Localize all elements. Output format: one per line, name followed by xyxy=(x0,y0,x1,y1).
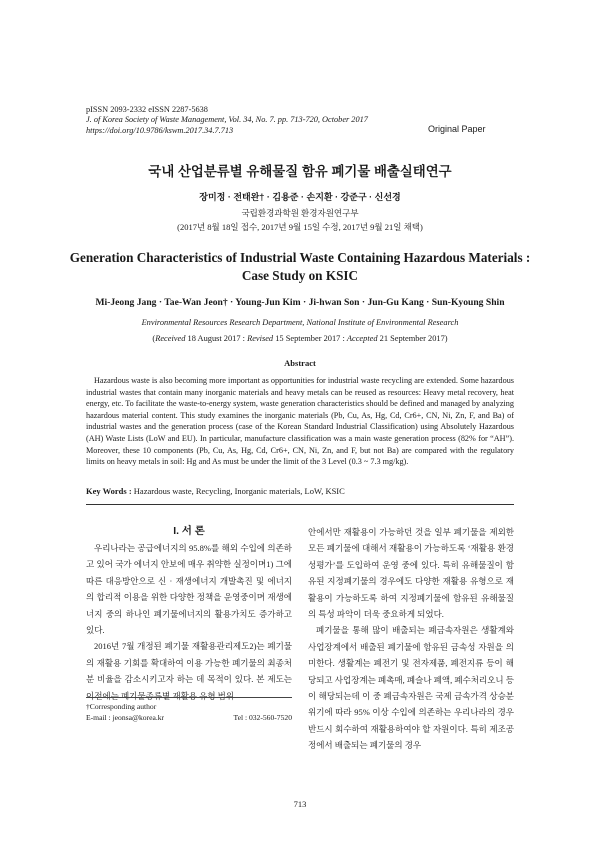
section-heading: I. 서 론 xyxy=(173,526,205,537)
issn-line: pISSN 2093-2332 eISSN 2287-5638 xyxy=(86,105,208,114)
body-paragraph: 안에서만 재활용이 가능하던 것을 일부 폐기물을 제외한 모든 폐기물에 대해서 재활용이 가능하도록 ‘재활용 환경성평가’를 도입하여 운영 중에 있다. 특히 유해물질이 함유된 지정폐기물의 경우에도 다양한 재활용 유형으로 재활용이 가능하도록 하여 지정폐기물에 함유된 유해물질의 특성 파악이 더욱 중요하게 되었다. xyxy=(308,527,514,620)
author-phone: Tel : 032-560-7520 xyxy=(233,713,292,722)
received-date: 18 August 2017 : xyxy=(185,334,248,343)
english-dates xyxy=(0,334,600,343)
dates-open: ( xyxy=(152,334,156,343)
keywords-label: Key Words : xyxy=(86,486,132,496)
accepted-label: Accepted xyxy=(346,334,378,343)
author-email[interactable]: E-mail : jeonsa@korea.kr xyxy=(86,713,165,722)
abstract-divider xyxy=(86,504,514,505)
korean-authors: 장미정 · 전태완† · 김용준 · 손지환 · 강준구 · 신선경 xyxy=(199,192,401,202)
korean-affiliation: 국립환경과학원 환경자원연구부 xyxy=(241,208,359,218)
abstract-heading: Abstract xyxy=(284,358,316,368)
paper-type-label: Original Paper xyxy=(428,124,486,134)
english-affiliation: Environmental Resources Research Department, National Institute of Environmental Research xyxy=(141,318,459,327)
right-column xyxy=(308,524,514,754)
korean-title: 국내 산업분류별 유해물질 함유 폐기물 배출실태연구 xyxy=(148,164,452,179)
body-paragraph: 폐기물을 통해 많이 배출되는 폐금속자원은 생활계와 사업장계에서 배출된 폐기물에 함유된 금속성 자원을 의미한다. 생활계는 폐전기 및 전자제품, 폐전지류 등이 해당되고 사업장계는 폐촉매, 폐슬나 폐액, 폐수처리오니 등이 해당되는데 이 중 폐금속자원은 국제 금속가격 상승분위기에 따라 95% 이상 수입에 의존하는 우리나라의 경우 반드시 회수하여 재활용하여야 할 자원이다. 특히 제조공정에서 배출되는 폐기물의 경우 xyxy=(308,625,514,751)
left-column xyxy=(86,540,292,704)
journal-header xyxy=(86,105,368,136)
keywords xyxy=(86,486,345,496)
body-paragraph: 우리나라는 공급에너지의 95.8%를 해외 수입에 의존하고 있어 국가 에너지 안보에 매우 취약한 실정이며1) 그에 따른 대응방안으로 신 · 재생에너지 개발촉진 및 에너지의 합리적 이용을 위한 다양한 정책을 운영중이며 재생에너지 중의 하나인 폐기물에너지의 활용가치도 증가하고 있다. xyxy=(86,543,292,636)
korean-dates: (2017년 8월 18일 접수, 2017년 9월 15일 수정, 2017년 9월 21일 채택) xyxy=(177,222,423,232)
contact-row xyxy=(86,712,292,723)
journal-citation: J. of Korea Society of Waste Management, Vol. 34, No. 7. pp. 713-720, October 2017 xyxy=(86,115,368,125)
page-number: 713 xyxy=(293,799,307,809)
doi-link[interactable]: https://doi.org/10.9786/kswm.2017.34.7.713 xyxy=(86,125,234,135)
received-label: Received xyxy=(155,334,186,343)
revised-date: 15 September 2017 : xyxy=(273,334,347,343)
revised-label: Revised xyxy=(247,334,274,343)
accepted-date: 21 September 2017) xyxy=(377,334,448,343)
footnote-divider xyxy=(86,697,292,698)
footnote xyxy=(86,701,292,723)
body-paragraph: 2016년 7월 개정된 폐기물 재활용관리제도2)는 폐기물의 재활용 기회를 확대하여 이용 가능한 폐기물의 최종처분 비율을 감소시키고자 하는 데 목적이 있다. 본 제도는 이전에는 폐기물종류별 재활용 유형 범위 xyxy=(86,641,292,701)
keywords-list: Hazardous waste, Recycling, Inorganic materials, LoW, KSIC xyxy=(131,486,345,496)
english-authors: Mi-Jeong Jang · Tae-Wan Jeon† · Young-Jun Kim · Ji-hwan Son · Jun-Gu Kang · Sun-Kyoung Shin xyxy=(95,297,505,308)
english-title-line2: Case Study on KSIC xyxy=(241,268,359,283)
abstract-body: Hazardous waste is also becoming more important as opportunities for industrial waste recycling are extended. Some hazardous industrial wastes that contain many inorganic materials and heavy metals can be reused as resources: Heavy metal recovery, heat energy, etc. To facilitate the waste-to-energy system, waste generation characteristics should be defined and managed by analyzing hazardous material content. This study examines the inorganic materials (Pb, Cu, As, Hg, Cd, Cr6+, CN, Ni, Zn, F, and Ba) of industrial wastes and the generation process (case of the Korean Standard Industrial Classification) using Absolutely Hazardous (AH) Waste Lists (LoW and EU). In particular, manufacture classification was a main waste generation process (82% for “AH”). Moreover, these 10 components (Pb, Cu, As, Hg, Cd, Cr6+, CN, Ni, Zn, and F, but not Ba) are compared with the regulatory limits on heavy metals in soil: Hg and As must be under the limit of the 3 Level (0.3 ~ 7.3 mg/kg). xyxy=(86,376,514,467)
corresponding-author: †Corresponding author xyxy=(86,702,157,711)
english-title-line1: Generation Characteristics of Industrial Waste Containing Hazardous Materials : xyxy=(69,250,531,265)
english-title xyxy=(0,249,600,285)
